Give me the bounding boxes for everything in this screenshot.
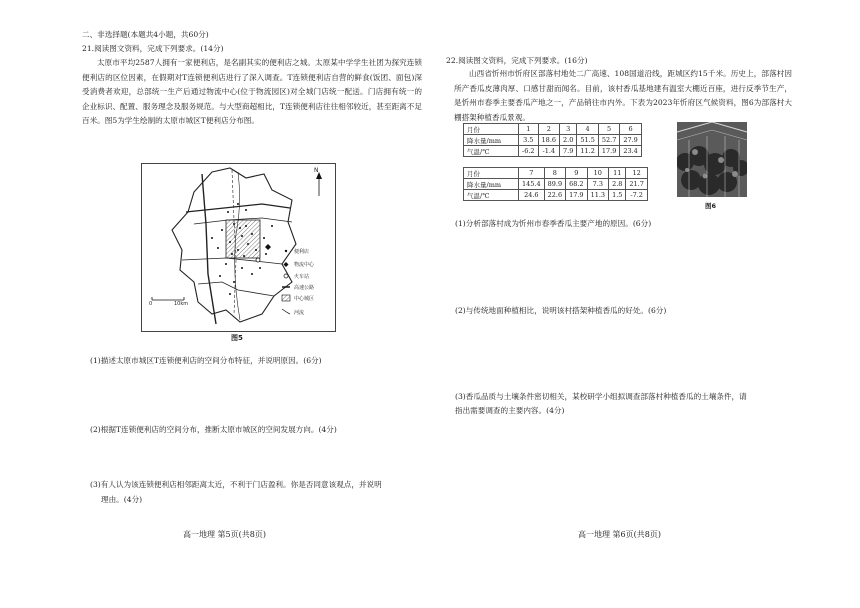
- table-cell: 降水量/mm: [464, 179, 519, 190]
- table-cell: 12: [626, 168, 647, 179]
- table-cell: 24.6: [519, 190, 545, 201]
- question-21-part-3-line-1: (3)有人认为该连锁便利店相邻距离太近，不利于门店盈利。你是否同意该观点，并说明: [90, 480, 382, 489]
- photo-caption: 图6: [705, 202, 717, 210]
- table-cell: 89.9: [544, 179, 565, 190]
- legend-central-district: 中心城区: [294, 296, 315, 302]
- table-cell: 11: [609, 168, 626, 179]
- table-cell: 3.5: [519, 135, 539, 146]
- table-cell: 9: [566, 168, 587, 179]
- question-21-part-3-line-2: 理由。(4分): [101, 495, 143, 504]
- question-21-part-2: (2)根据T连锁便利店的空间分布，推断太原市城区的空间发展方向。(4分): [90, 425, 337, 434]
- central-district-area: [226, 220, 260, 258]
- table-cell: 2: [538, 124, 559, 135]
- climate-table-jul-dec: [463, 167, 648, 201]
- table-cell: 23.4: [620, 146, 641, 157]
- table-cell: 2.8: [609, 179, 626, 190]
- question-21-intro: 21.阅读图文资料，完成下列要求。(14分): [82, 44, 224, 53]
- table-cell: 11.2: [577, 146, 598, 157]
- question-22-part-3-line-1: (3)香瓜品质与土壤条件密切相关，某校研学小组拟调查部落村种植香瓜的土壤条件，请: [455, 392, 747, 401]
- table-cell: 1: [519, 124, 539, 135]
- photo-graphic: [677, 122, 747, 197]
- table-cell: 17.9: [598, 146, 619, 157]
- scale-zero: 0: [149, 301, 153, 307]
- question-22-part-3-line-2: 指出需要调查的主要内容。(4分): [455, 406, 565, 415]
- legend-river: 河流: [294, 310, 305, 316]
- table-cell: 3: [560, 124, 577, 135]
- table-cell: 月份: [464, 124, 519, 135]
- legend-store: 便利店: [294, 249, 310, 255]
- table-cell: 2.0: [560, 135, 577, 146]
- table-cell: 145.4: [519, 179, 545, 190]
- table-cell: 68.2: [566, 179, 587, 190]
- legend-logistics: 物流中心: [294, 262, 315, 268]
- table-cell: 8: [544, 168, 565, 179]
- train-station-marker: [256, 258, 260, 262]
- scale-label: 10km: [174, 301, 189, 307]
- table-cell: 18.6: [538, 135, 559, 146]
- expressway-line: [202, 174, 216, 324]
- section-title: 二、非选择题(本题共4小题，共60分): [82, 30, 209, 39]
- north-label: N: [314, 167, 319, 174]
- page-footer-right: 高一地理 第6页(共8页): [578, 530, 661, 539]
- table-cell: 1.5: [609, 190, 626, 201]
- climate-table-jan-jun: [463, 123, 642, 157]
- table-cell: 52.7: [598, 135, 619, 146]
- greenhouse-melon-photo: [677, 122, 747, 197]
- legend-train-station: 火车站: [294, 274, 310, 280]
- question-21-paragraph: 太原市平均2587人拥有一家便利店，是名副其实的便利店之城。太原某中学学生社团为探究连锁便利店的区位因素，在假期对T连锁便利店进行了深入调查。T连锁便利店自营的鲜食(饭团、面包)深受消费者欢迎，总部统一生产后通过物流中心(位于物流园区)对全城门店统一配送。门店拥有统一的企业标识、配置、服务理念及服务规范。与大型商超相比，T连锁便利店往往相邻较近，甚至距离不足百米。图5为学生绘制的太原市城区T便利店分布图。: [82, 58, 422, 126]
- table-cell: 气温/℃: [464, 146, 519, 157]
- table-cell: 11.3: [587, 190, 608, 201]
- table-cell: 22.6: [544, 190, 565, 201]
- table-cell: 5: [598, 124, 619, 135]
- question-22-intro: 22.阅读图文资料，完成下列要求。(16分): [446, 56, 588, 65]
- table-row: [464, 146, 642, 157]
- table-cell: 17.9: [566, 190, 587, 201]
- question-22-part-1: (1)分析部落村成为忻州市春季香瓜主要产地的原因。(6分): [455, 219, 652, 228]
- table-cell: 7.3: [587, 179, 608, 190]
- table-row: [464, 190, 648, 201]
- table-cell: 21.7: [626, 179, 647, 190]
- table-cell: 7: [519, 168, 545, 179]
- table-cell: 4: [577, 124, 598, 135]
- table-cell: 气温/℃: [464, 190, 519, 201]
- table-cell: 月份: [464, 168, 519, 179]
- table-row: [464, 168, 648, 179]
- table-cell: -7.2: [626, 190, 647, 201]
- right-page: [430, 0, 860, 608]
- table-cell: 7.9: [560, 146, 577, 157]
- question-22-paragraph: 山西省忻州市忻府区部落村地处二广高速、108国道沿线，距城区约15千米。历史上，部落村因所产香瓜皮薄肉厚、口感甘甜而闻名。目前，该村香瓜基地建有温室大棚近百座，进行反季节生产，是忻州市春季主要香瓜产地之一，产品销往市内外。下表为2023年忻府区气候资料，图6为部落村大棚搭架种植香瓜景观。: [454, 69, 792, 122]
- table-cell: 51.5: [577, 135, 598, 146]
- taiyuan-store-map: [141, 163, 336, 332]
- legend-expressway: 高速公路: [294, 285, 315, 291]
- question-21-part-1: (1)描述太原市城区T连锁便利店的空间分布特征，并说明原因。(6分): [90, 356, 322, 365]
- table-row: [464, 179, 648, 190]
- table-cell: 10: [587, 168, 608, 179]
- table-row: [464, 124, 642, 135]
- question-22-part-2: (2)与传统地面种植相比，说明该村搭架种植香瓜的好处。(6分): [455, 306, 667, 315]
- table-row: [464, 135, 642, 146]
- map-caption: 图5: [231, 334, 243, 342]
- table-cell: 6: [620, 124, 641, 135]
- logistics-center-marker: [265, 244, 271, 250]
- table-cell: -6.2: [519, 146, 539, 157]
- table-cell: -1.4: [538, 146, 559, 157]
- table-cell: 降水量/mm: [464, 135, 519, 146]
- table-cell: 27.9: [620, 135, 641, 146]
- page-footer-left: 高一地理 第5页(共8页): [183, 530, 266, 539]
